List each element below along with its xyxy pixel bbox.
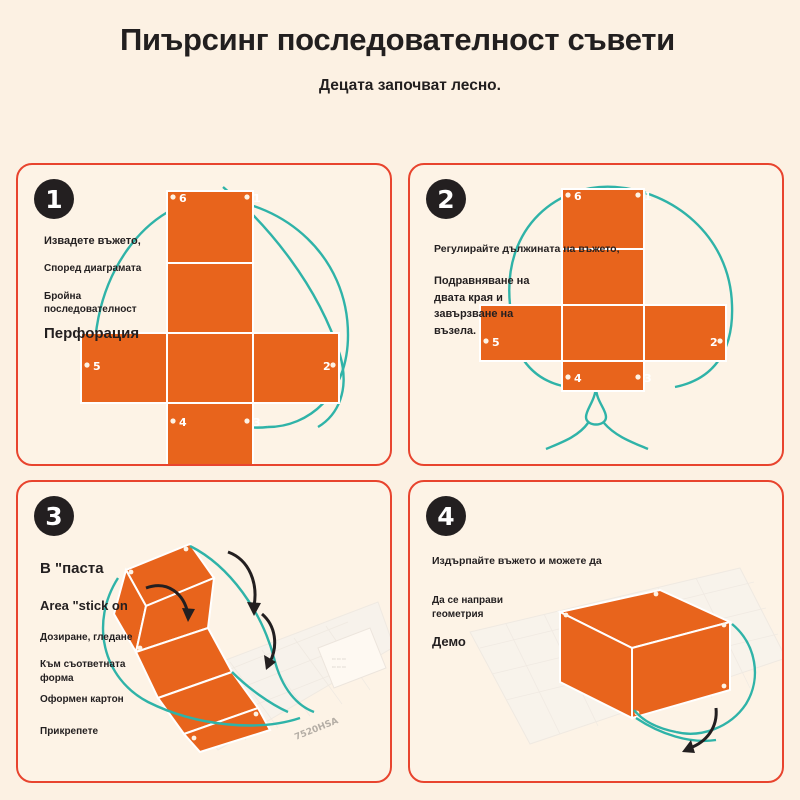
step-1-caption-3: Бройна последователност — [44, 291, 137, 315]
step-2-caption-2: Подравняване на двата края и завързване на възела. — [434, 275, 530, 337]
step-number-badge-2: 2 — [426, 179, 466, 219]
step-3-caption-5: Оформен картон — [40, 694, 124, 705]
step-panel-1 — [16, 163, 392, 466]
hole-label: 3 — [644, 372, 652, 385]
step-4-caption-3: Демо — [432, 634, 466, 649]
step-4-caption-2: Да се направи геометрия — [432, 595, 503, 620]
step-3-caption-2: Area "stick on — [40, 598, 128, 613]
step-3-caption-1: В "паста — [40, 560, 104, 577]
step-4-caption-1: Издърпайте въжето и можете да — [432, 555, 602, 567]
step-3-caption-4: Към съответната форма — [40, 659, 126, 684]
page-subtitle: Децата започват лесно. — [319, 76, 501, 94]
step-number-badge-3: 3 — [34, 496, 74, 536]
step-number-badge-4: 4 — [426, 496, 466, 536]
page-title: Пиърсинг последователност съвети — [120, 22, 675, 57]
step-number-badge-1: 1 — [34, 179, 74, 219]
hole-label: 2 — [323, 360, 331, 373]
hole-label: 1 — [253, 192, 261, 205]
hole-label: 6 — [179, 192, 187, 205]
hole-label: 4 — [574, 372, 582, 385]
hole-label: 6 — [574, 190, 582, 203]
step-1-caption-4: Перфорация — [44, 325, 140, 342]
step-1-caption-1: Извадете въжето, — [44, 235, 141, 247]
step-1-caption-2: Според диаграмата — [44, 263, 142, 274]
hole-label: 5 — [492, 336, 500, 349]
svg-text:▭ ▭ ▭: ▭ ▭ ▭ — [332, 664, 346, 669]
steps-grid — [16, 163, 784, 783]
svg-text:7520HSA: 7520HSA — [293, 716, 340, 743]
step-panel-4 — [408, 480, 784, 783]
hole-label: 2 — [710, 336, 718, 349]
step-2-caption-1: Регулирайте дължината на въжето, — [434, 243, 620, 255]
step-panel-3 — [16, 480, 392, 783]
step-3-caption-3: Дозиране, гледане — [40, 632, 133, 643]
hole-label: 4 — [179, 416, 187, 429]
step-panel-2 — [408, 163, 784, 466]
svg-text:▭ ▭ ▭: ▭ ▭ ▭ — [332, 656, 346, 661]
step-3-caption-6: Прикрепете — [40, 726, 99, 737]
header — [16, 14, 784, 95]
hole-label: 3 — [253, 416, 261, 429]
hole-label: 1 — [644, 190, 652, 203]
hole-label: 5 — [93, 360, 101, 373]
step-4-illustration — [410, 482, 782, 781]
